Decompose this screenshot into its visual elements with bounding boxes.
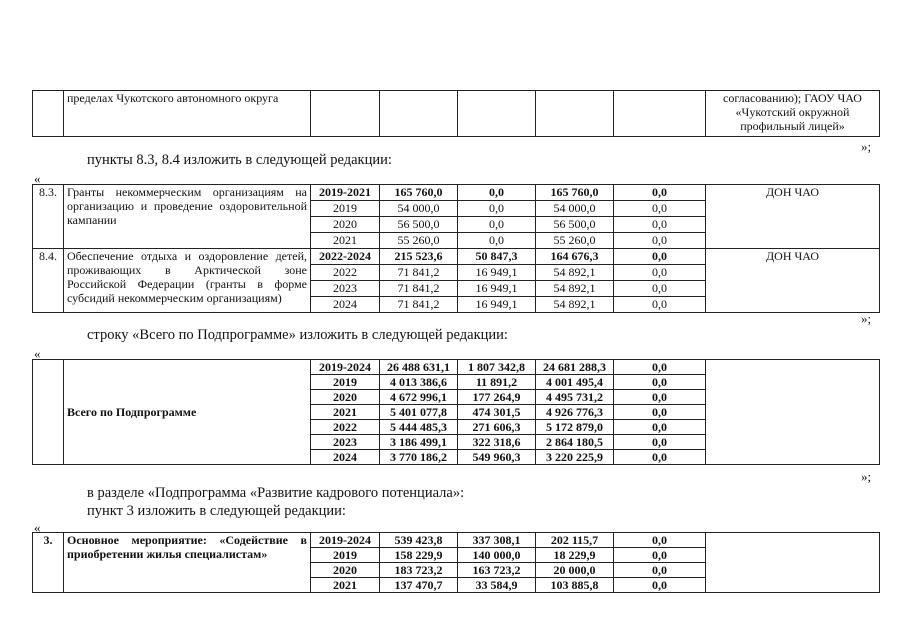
budget-cell: 0,0 (614, 578, 706, 593)
budget-cell: 33 584,9 (458, 578, 536, 593)
year-cell: 2019-2024 (311, 533, 380, 548)
total-label: Всего по Подпрограмме (64, 360, 311, 465)
budget-cell: 54 892,1 (536, 265, 614, 281)
total-cell: 5 444 485,3 (380, 420, 458, 435)
table-row (33, 533, 880, 548)
budget-cell: 4 495 731,2 (536, 390, 614, 405)
budget-cell: 103 885,8 (536, 578, 614, 593)
responsible-cell: ДОН ЧАО (706, 249, 880, 313)
budget-cell: 0,0 (614, 450, 706, 465)
total-cell: 56 500,0 (380, 217, 458, 233)
total-cell: 137 470,7 (380, 578, 458, 593)
year-cell: 2022 (311, 420, 380, 435)
budget-cell: 1 807 342,8 (458, 360, 536, 375)
total-cell: 183 723,2 (380, 563, 458, 578)
total-cell: 4 013 386,6 (380, 375, 458, 390)
budget-cell: 0,0 (614, 533, 706, 548)
budget-cell: 549 960,3 (458, 450, 536, 465)
cell (380, 91, 458, 137)
budget-cell: 0,0 (614, 435, 706, 450)
year-cell: 2024 (311, 450, 380, 465)
budget-cell: 4 926 776,3 (536, 405, 614, 420)
budget-cell: 0,0 (614, 185, 706, 201)
cell (536, 91, 614, 137)
responsible-cell: ДОН ЧАО (706, 185, 880, 249)
cell (706, 360, 880, 465)
year-cell: 2021 (311, 233, 380, 249)
year-cell: 2021 (311, 578, 380, 593)
items-table (32, 184, 880, 313)
item-name: Обеспечение отдыха и оздоровление детей, проживающих в Арктической зоне Российской Федерации (гранты в форме субсидий некоммерческим организациям) (64, 249, 311, 313)
budget-cell: 0,0 (614, 281, 706, 297)
budget-cell: 50 847,3 (458, 249, 536, 265)
budget-cell: 0,0 (614, 375, 706, 390)
table-row (33, 185, 880, 201)
budget-cell: 0,0 (458, 217, 536, 233)
cell (311, 91, 380, 137)
instruction-paragraph: строку «Всего по Подпрограмме» изложить в следующей редакции: (87, 327, 508, 343)
year-cell: 2022 (311, 265, 380, 281)
budget-cell: 0,0 (614, 201, 706, 217)
budget-cell: 0,0 (614, 405, 706, 420)
total-cell: 215 523,6 (380, 249, 458, 265)
budget-cell: 0,0 (458, 201, 536, 217)
budget-cell: 56 500,0 (536, 217, 614, 233)
total-table (32, 359, 880, 465)
budget-cell: 164 676,3 (536, 249, 614, 265)
budget-cell: 0,0 (614, 217, 706, 233)
budget-cell: 2 864 180,5 (536, 435, 614, 450)
budget-cell: 0,0 (614, 233, 706, 249)
budget-cell: 0,0 (614, 360, 706, 375)
budget-cell: 3 220 225,9 (536, 450, 614, 465)
opening-quote: « (34, 346, 41, 361)
year-cell: 2023 (311, 435, 380, 450)
total-cell: 5 401 077,8 (380, 405, 458, 420)
budget-cell: 0,0 (458, 185, 536, 201)
total-cell: 158 229,9 (380, 548, 458, 563)
cell (706, 533, 880, 593)
year-cell: 2021 (311, 405, 380, 420)
budget-cell: 54 892,1 (536, 281, 614, 297)
year-cell: 2019-2021 (311, 185, 380, 201)
budget-cell: 11 891,2 (458, 375, 536, 390)
budget-cell: 140 000,0 (458, 548, 536, 563)
budget-cell: 54 892,1 (536, 297, 614, 313)
item-number: 3. (33, 533, 64, 593)
budget-cell: 0,0 (458, 233, 536, 249)
continuation-table (32, 90, 880, 137)
total-cell: 54 000,0 (380, 201, 458, 217)
year-cell: 2019 (311, 548, 380, 563)
budget-cell: 0,0 (614, 297, 706, 313)
budget-cell: 0,0 (614, 420, 706, 435)
cell (614, 91, 706, 137)
instruction-paragraph: пункт 3 изложить в следующей редакции: (87, 503, 346, 519)
budget-cell: 0,0 (614, 249, 706, 265)
budget-cell: 0,0 (614, 265, 706, 281)
budget-cell: 271 606,3 (458, 420, 536, 435)
year-cell: 2020 (311, 217, 380, 233)
budget-cell: 177 264,9 (458, 390, 536, 405)
year-cell: 2019-2024 (311, 360, 380, 375)
item-3-table (32, 532, 880, 593)
total-cell: 71 841,2 (380, 265, 458, 281)
budget-cell: 0,0 (614, 390, 706, 405)
budget-cell: 165 760,0 (536, 185, 614, 201)
closing-quote: »; (861, 311, 872, 326)
budget-cell: 337 308,1 (458, 533, 536, 548)
budget-cell: 16 949,1 (458, 281, 536, 297)
budget-cell: 18 229,9 (536, 548, 614, 563)
cell (458, 91, 536, 137)
item-number: 8.3. (33, 185, 64, 249)
year-cell: 2024 (311, 297, 380, 313)
budget-cell: 16 949,1 (458, 265, 536, 281)
total-cell: 4 672 996,1 (380, 390, 458, 405)
table-row (33, 249, 880, 265)
cell (33, 360, 64, 465)
total-cell: 71 841,2 (380, 297, 458, 313)
total-cell: 26 488 631,1 (380, 360, 458, 375)
total-cell: 3 186 499,1 (380, 435, 458, 450)
budget-cell: 4 001 495,4 (536, 375, 614, 390)
year-cell: 2020 (311, 390, 380, 405)
budget-cell: 474 301,5 (458, 405, 536, 420)
item-name: Гранты некоммерческим организациям на организацию и проведение оздоровительной кампании (64, 185, 311, 249)
budget-cell: 0,0 (614, 563, 706, 578)
budget-cell: 322 318,6 (458, 435, 536, 450)
budget-cell: 202 115,7 (536, 533, 614, 548)
cell (33, 91, 64, 137)
budget-cell: 5 172 879,0 (536, 420, 614, 435)
total-cell: 539 423,8 (380, 533, 458, 548)
budget-cell: 24 681 288,3 (536, 360, 614, 375)
budget-cell: 0,0 (614, 548, 706, 563)
budget-cell: 16 949,1 (458, 297, 536, 313)
section-paragraph: в разделе «Подпрограмма «Развитие кадрового потенциала»: (87, 485, 465, 501)
total-cell: 165 760,0 (380, 185, 458, 201)
activity-name-cell: пределах Чукотского автономного округа (64, 91, 311, 137)
item-number: 8.4. (33, 249, 64, 313)
total-cell: 3 770 186,2 (380, 450, 458, 465)
table-row (33, 360, 880, 375)
year-cell: 2020 (311, 563, 380, 578)
budget-cell: 54 000,0 (536, 201, 614, 217)
year-cell: 2019 (311, 375, 380, 390)
opening-quote: « (34, 171, 41, 186)
total-cell: 71 841,2 (380, 281, 458, 297)
total-cell: 55 260,0 (380, 233, 458, 249)
closing-quote: »; (861, 469, 872, 484)
opening-quote: « (34, 520, 41, 535)
year-cell: 2023 (311, 281, 380, 297)
closing-quote: »; (861, 139, 872, 154)
item-name: Основное мероприятие: «Содействие в приобретении жилья специалистам» (64, 533, 311, 593)
year-cell: 2019 (311, 201, 380, 217)
budget-cell: 20 000,0 (536, 563, 614, 578)
responsible-cell: согласованию); ГАОУ ЧАО «Чукотский окружной профильный лицей» (706, 91, 880, 137)
instruction-paragraph: пункты 8.3, 8.4 изложить в следующей редакции: (87, 152, 392, 168)
year-cell: 2022-2024 (311, 249, 380, 265)
budget-cell: 163 723,2 (458, 563, 536, 578)
budget-cell: 55 260,0 (536, 233, 614, 249)
